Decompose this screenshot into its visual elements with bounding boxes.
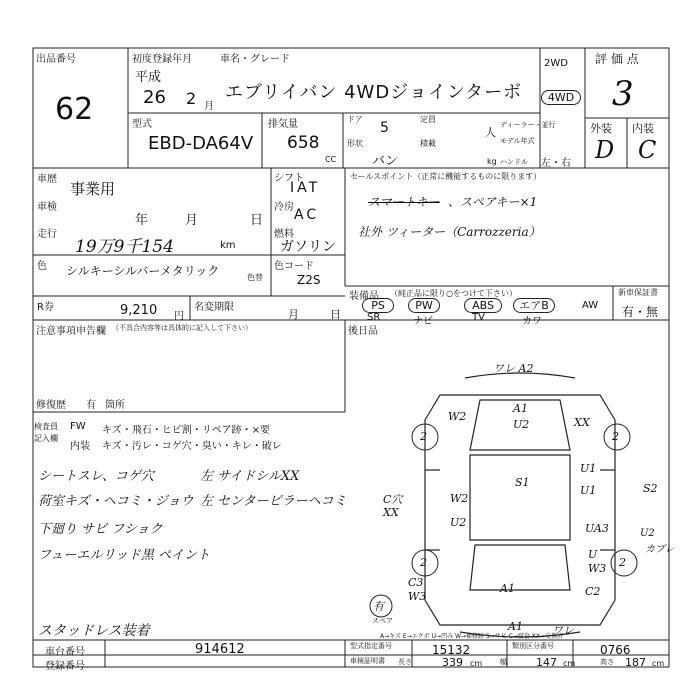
length-label: 長さ — [398, 658, 412, 666]
lot-number: 62 — [55, 92, 94, 127]
equipment-note: （純正品に限り○をつけて下さい） — [390, 289, 517, 298]
capacity-label: 定員 — [420, 115, 436, 124]
inspector-row2-items: キズ・汚レ・コゲ穴・臭い・キレ・破レ — [102, 441, 282, 452]
equipment-leather: カワ — [522, 316, 542, 327]
mark-left-door-w2: W2 — [450, 492, 469, 505]
handle-label: ハンドル — [500, 158, 528, 166]
warranty-label: 新車保証書 — [618, 288, 658, 297]
door-count: 5 — [380, 120, 389, 136]
mark-left-door-u2: U2 — [450, 516, 467, 529]
note-line-5: 下廻り サビ フショク — [38, 522, 163, 537]
shift-value: IAT — [290, 180, 321, 196]
mark-front-crack: ワレ A2 — [493, 362, 534, 375]
mark-tire-rr: 2 — [619, 556, 626, 569]
reg-year: 26 — [143, 87, 166, 108]
color-label: 色 — [37, 261, 47, 272]
note-line-6: フューエルリッド黒 ペイント — [38, 548, 210, 563]
model-code: EBD-DA64V — [148, 133, 254, 154]
interior-label: 内装 — [632, 122, 654, 135]
mark-right-door-u1-a: U1 — [580, 462, 597, 475]
era: 平成 — [135, 70, 162, 85]
interior-grade: C — [638, 136, 657, 164]
fuel-label: 燃料 — [274, 229, 294, 240]
dealer-label: ディーラー・並行 — [500, 121, 556, 129]
door-label: ドア — [347, 115, 363, 124]
roof-outline — [470, 455, 570, 540]
note-line-3: 荷室キズ・ヘコミ・ジョウ — [38, 494, 194, 509]
handle-value: 左・右 — [541, 158, 571, 169]
mark-rear-right-u: U — [588, 548, 598, 561]
shape-value: バン — [372, 154, 399, 169]
displacement-label: 排気量 — [268, 119, 298, 130]
length-value: 339 — [442, 656, 463, 669]
mark-rear-left-w3: W3 — [408, 590, 427, 603]
inspector-label: 検査員記入欄 — [34, 422, 58, 443]
damage-legend: A→キズ E→エクボ U→凹み W→補修跡 S→サビ C→腐食 XX→交換済 — [380, 633, 563, 640]
model-label: 型式 — [132, 119, 152, 130]
load-unit: kg — [487, 157, 497, 166]
fuel-value: ガソリン — [280, 239, 336, 255]
sales-point-2: 社外 ツィーター（Carrozzeria） — [358, 225, 541, 239]
first-reg-label: 初度登録年月 — [132, 54, 192, 65]
name-change-label: 名変期限 — [194, 302, 234, 313]
width-unit: cm — [563, 659, 576, 668]
cert-label: 車検証明書 — [350, 657, 385, 665]
name-grade-label: 車名・グレード — [220, 54, 290, 65]
load-label: 積載 — [420, 139, 436, 148]
recycle-unit: 円 — [174, 311, 184, 322]
equipment-tv: TV — [472, 312, 485, 323]
declaration-note: （不具合内容等は具体的に記入して下さい） — [112, 324, 252, 332]
repair-label: 修復歴 — [36, 400, 66, 411]
shape-label: 形状 — [347, 139, 363, 148]
name-change-month: 月 — [288, 308, 299, 321]
displacement-unit: CC — [325, 155, 337, 164]
model-number: 15132 — [432, 643, 471, 657]
sales-point-1: 、スペアキー×1 — [448, 195, 538, 209]
mark-tire-fl: 2 — [420, 430, 427, 443]
inspection-label: 車検 — [37, 202, 57, 213]
rating-value: 3 — [612, 74, 634, 114]
color-change-label: 色替 — [247, 273, 263, 282]
exterior-label: 外装 — [590, 122, 612, 135]
shift-label: シフト — [274, 173, 304, 184]
mileage-unit: km — [220, 240, 236, 251]
inspector-row2-head: 内装 — [70, 441, 90, 452]
capacity-unit: 人 — [485, 126, 496, 139]
equipment-sr: SR — [367, 312, 381, 323]
inspector-row1-head: FW — [70, 421, 86, 432]
mark-rear-bumper-crack: ワレ — [552, 624, 574, 637]
mark-rear-u2: U2 — [640, 528, 655, 539]
mark-rear-glass-a1: A1 — [500, 582, 515, 595]
class-number: 0766 — [600, 643, 631, 657]
mark-hood-u2: U2 — [513, 418, 530, 431]
inspection-day: 日 — [250, 213, 264, 228]
registration-label: 登録番号 — [45, 661, 85, 672]
width-label: 幅 — [500, 658, 507, 666]
mark-rear-right-w3: W3 — [588, 562, 607, 575]
spare-label: スペア — [372, 617, 393, 625]
equipment-abs: ABS — [464, 298, 502, 313]
length-unit: cm — [470, 659, 483, 668]
mark-rear-peel: カブレ — [645, 544, 675, 555]
height-unit: cm — [652, 659, 665, 668]
rating-label: 評 価 点 — [595, 52, 639, 66]
car-name: エブリイバン 4WDジョインターボ — [225, 82, 523, 103]
sales-points-label: セールスポイント（正常に機能するものに限ります） — [350, 172, 542, 181]
width-value: 147 — [536, 656, 557, 669]
height-value: 187 — [625, 656, 646, 669]
color-value: シルキーシルバーメタリック — [66, 264, 220, 278]
repair-value: 有 — [86, 400, 96, 411]
equipment-aw: AW — [582, 300, 599, 311]
chassis-number: 914612 — [195, 642, 245, 657]
chassis-label: 車台番号 — [45, 647, 85, 658]
mark-rear-left-c3: C3 — [408, 576, 424, 589]
equipment-pw: PW — [408, 298, 440, 313]
exterior-grade: D — [595, 136, 615, 164]
reg-month: 2 — [186, 89, 197, 108]
color-code-value: Z2S — [297, 273, 321, 287]
inspector-row1-items: キズ・飛石・ヒビ割・リペア跡・×要 — [102, 425, 270, 436]
note-line-1: シートスレ、コゲ穴 — [38, 469, 154, 484]
recycle-value: 9,210 — [120, 303, 158, 318]
mark-front-right-xx: XX — [574, 416, 590, 429]
studless-note: スタッドレス装着 — [38, 623, 150, 639]
history-value: 事業用 — [70, 180, 116, 198]
back-order-label: 後日品 — [348, 326, 378, 337]
equipment-label: 装備品 — [349, 291, 379, 302]
note-line-4: 左 センターピラーヘコミ — [200, 494, 347, 509]
sales-point-struck: スマートキー — [368, 195, 440, 209]
rear-glass-outline — [470, 545, 570, 590]
model-year-label: モデル年式 — [500, 137, 535, 145]
declaration-label: 注意事項申告欄 — [36, 326, 106, 337]
mark-left-sill-xx: XX — [383, 506, 399, 519]
height-label: 高さ — [600, 658, 614, 666]
mark-rear-right-c2: C2 — [585, 585, 601, 598]
mark-pillar-hole: C穴 — [383, 493, 403, 506]
ac-value: AC — [294, 207, 320, 223]
equipment-navi: ナビ — [413, 316, 433, 327]
recycle-label: R券 — [37, 302, 54, 313]
mileage-label: 走行 — [37, 229, 57, 240]
displacement-value: 658 — [287, 133, 320, 153]
warranty-value: 有・無 — [622, 305, 659, 319]
inspection-month: 月 — [185, 213, 199, 228]
mark-spare-present: 有 — [373, 600, 384, 613]
mark-tire-fr: 2 — [612, 430, 619, 443]
mark-tire-rl: 2 — [420, 556, 427, 569]
ac-label: 冷房 — [274, 202, 294, 213]
repair-parts: 箇所 — [105, 400, 125, 411]
mark-right-door-u1-b: U1 — [580, 484, 597, 497]
month-unit: 月 — [204, 101, 214, 112]
model-number-label: 型式指定番号 — [350, 642, 392, 650]
mileage-value: 19万9千154 — [75, 237, 174, 257]
mark-windshield-a1: A1 — [513, 402, 528, 415]
mark-right-sill-s2: S2 — [643, 482, 658, 495]
drive-2wd: 2WD — [544, 58, 568, 69]
note-line-2: 左 サイドシルXX — [200, 469, 300, 484]
color-code-label: 色コード — [274, 261, 314, 272]
class-number-label: 類別区分番号 — [512, 642, 554, 650]
inspection-year: 年 — [135, 213, 149, 228]
mark-rear-right-ua3: UA3 — [585, 522, 609, 535]
mark-front-left-w2: W2 — [448, 410, 467, 423]
lot-label: 出品番号 — [36, 54, 76, 65]
mark-roof-s1: S1 — [515, 476, 530, 489]
equipment-ps: PS — [362, 298, 394, 313]
history-label: 車歴 — [37, 174, 57, 185]
mark-rear-bumper-a1: A1 — [508, 620, 523, 633]
drive-4wd: 4WD — [541, 90, 581, 105]
name-change-day: 日 — [330, 308, 341, 321]
equipment-airbag: エアB — [513, 298, 555, 313]
